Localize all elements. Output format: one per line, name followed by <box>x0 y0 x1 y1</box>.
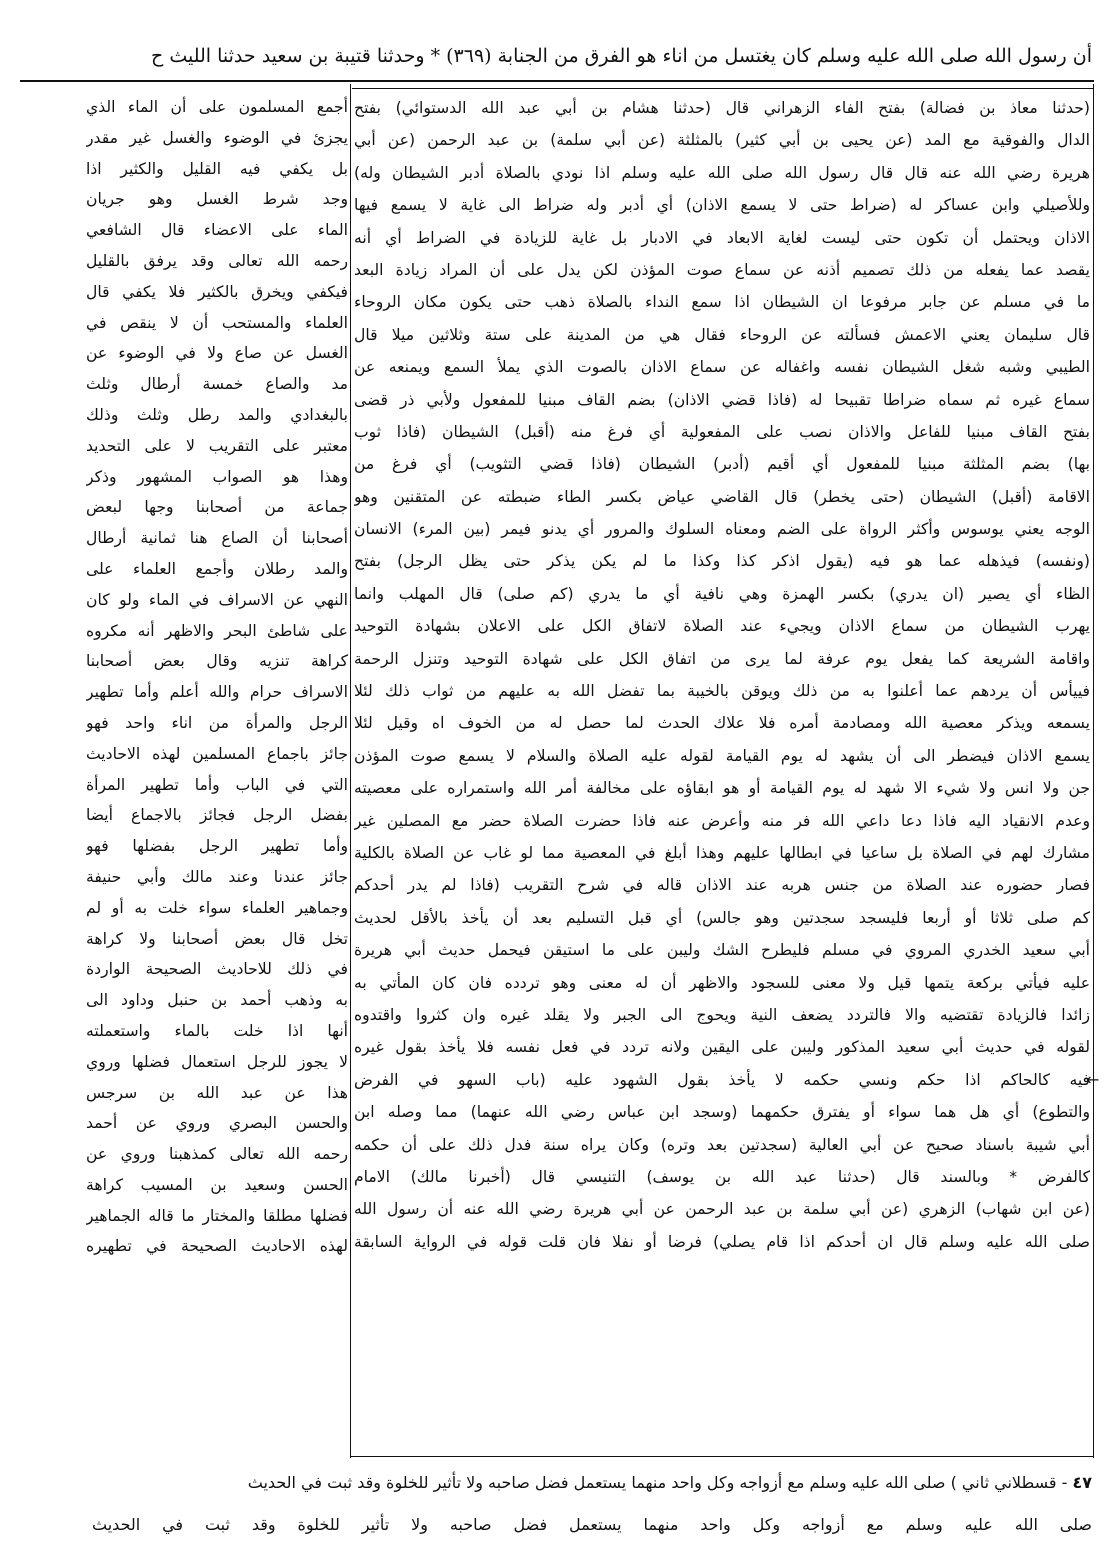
main-box-right-rule <box>1093 84 1094 1458</box>
margin-text-line: والحسن البصري وروي عن أحمد <box>86 1114 348 1133</box>
main-text-line: الاقامة (أقبل) الشيطان (حتى يخطر) قال القاضي عياض بكسر الطاء ضبطته عن المتقنين وهو <box>354 487 1090 506</box>
main-text-line: واقامة الشريعة كما يفعل يوم عرفة لما يرى من اتفاق الكل على شهادة التوحيد وتنزل الرحمة <box>354 649 1090 668</box>
main-text-line: سماع غيره ثم سماه ضراطا تقبيحا له (فاذا قضي الاذان) بضم القاف مبنيا للمفعول ولأبي ذر قضى <box>354 390 1090 409</box>
margin-text-line: لهذه الاحاديث الصحيحة في تطهيره <box>86 1237 348 1256</box>
margin-text-line: تخل قال بعض أصحابنا ولا كراهة <box>86 929 348 948</box>
margin-text-line: فيكفي ويخرق بالكثير فلا يكفي قال <box>86 282 348 301</box>
main-text-line: لقوله في حديث أبي سعيد المذكور وليبن على اليقين ولانه تردد في فعل نفسه فلا يأخذ بقول غيره <box>354 1038 1090 1057</box>
margin-text-line: على شاطئ البحر والاظهر أنه مكروه <box>86 621 348 640</box>
margin-text-line: جائز عندنا وعند مالك وأبي حنيفة <box>86 867 348 886</box>
footer-line: ٤٧ - قسطلاني ثاني ) صلى الله عليه وسلم مع أزواجه وكل واحد منهما يستعمل فضل صاحبه ولا تأثير للخلوة وقد ثبت في الحديث <box>247 1473 1092 1492</box>
main-text-line: كم صلى ثلاثا أو أربعا فليسجد سجدتين وهو جالس) أي قبل التسليم بعد أن يأخذ بالأقل لحديث <box>354 908 1090 927</box>
main-text-line: يهرب الشيطان من سماع الاذان ويجيء عند الصلاة لاتفاق الكل على الاعلان بشهادة التوحيد <box>354 617 1090 636</box>
main-text-line: وللأصيلي وابن عساكر له (ضراط حتى لا يسمع الاذان) أي أدبر وله ضراط الى غاية لا يسمع فيها <box>354 196 1090 215</box>
main-text-line: مشارك لهم في الصلاة بل ساعيا في ابطالها عليهم وهذا أبلغ في المعصية مما لو غاب عن الصلاة بالكلية <box>354 843 1090 862</box>
main-text-line: قال سليمان يعني الاعمش فسألته عن الروحاء فقال هي من المدينة على ستة وثلاثين ميلا قال <box>354 325 1090 344</box>
margin-text-line: رحمه الله تعالى كمذهبنا وروي عن <box>86 1145 348 1164</box>
main-text-line: هريرة رضي الله عنه قال قال رسول الله صلى الله عليه وسلم اذا نودي بالصلاة أدبر الشيطان وله) <box>354 163 1090 182</box>
margin-text-line: أصحابنا أن الصاع هنا ثمانية أرطال <box>86 529 348 548</box>
main-text-line: (عن ابن شهاب) الزهري (عن أبي سلمة بن عبد الرحمن عن أبي هريرة رضي الله عنه أن رسول الله <box>354 1200 1090 1219</box>
margin-text-line: لا يجوز للرجل استعمال فضلها وروي <box>86 1052 348 1071</box>
main-text-line: كالفرض * وبالسند قال (حدثنا عبد الله بن يوسف) التنيسي قال (أخبرنا مالك) الامام <box>354 1167 1090 1186</box>
margin-text-line: التي في الباب وأما تطهير المرأة <box>86 775 348 794</box>
margin-text-line: الماء على الاعضاء قال الشافعي <box>86 221 348 240</box>
margin-text-line: يجزئ في الوضوء والغسل غير مقدر <box>86 128 348 147</box>
margin-text-line: والمد رطلان وأجمع العلماء على <box>86 559 348 578</box>
margin-text-line: مد والصاع خمسة أرطال وثلث <box>86 375 348 394</box>
margin-commentary-column <box>86 92 348 1452</box>
main-text-line: (ونفسه) فيذهله عما هو فيه (يقول اذكر كذا وكذا ما لم يكن يذكر حتى يظل الرجل) بفتح <box>354 552 1090 571</box>
header-rule <box>20 80 1094 82</box>
margin-text-line: الغسل عن صاع ولا في الوضوء عن <box>86 344 348 363</box>
main-text-line: بها) بضم المثلثة مبنيا للمفعول أي أقيم (أدبر) الشيطان (فاذا قضي التثويب) أي فرغ من <box>354 455 1090 474</box>
margin-text-line: فضلها مطلقا والمختار ما قاله الجماهير <box>86 1206 348 1225</box>
main-commentary-column <box>354 92 1090 1452</box>
main-box-top-rule <box>352 88 1094 89</box>
main-text-line: بفتح القاف مبنيا للفاعل والاذان نصب على المفعولية أي فرغ منه (أقبل) الشيطان (فاذا ثوب <box>354 422 1090 441</box>
margin-text-line: بفضل الرجل فجائز بالاجماع أيضا <box>86 806 348 825</box>
margin-text-line: هذا عن عبد الله بن سرجس <box>86 1083 348 1102</box>
margin-text-line: العلماء والمستحب أن لا ينقص في <box>86 313 348 332</box>
margin-text-line: جائز باجماع المسلمين لهذه الاحاديث <box>86 744 348 763</box>
main-text-line: الظاء أي يصير (ان يدري) بكسر الهمزة وهي نافية أي ما يدري (كم صلى) قال المهلب وانما <box>354 584 1090 603</box>
margin-text-line: وجماهير العلماء سواء خلت به أو لم <box>86 898 348 917</box>
main-text-line: الطيبي وشبه شغل الشيطان نفسه واغفاله عن سماع الاذان بالصوت الذي يملأ السمع ويمنعه عن <box>354 358 1090 377</box>
margin-text-line: وهذا هو الصواب المشهور وذكر <box>86 467 348 486</box>
margin-text-line: معتبر على التقريب لا على التحديد <box>86 436 348 455</box>
margin-text-line: أنها اذا خلت بالماء واستعملته <box>86 1021 348 1040</box>
main-text-line: والتطوع) أي هل هما سواء أو يفترق حكمهما (وسجد ابن عباس رضي الله عنهما) مما وصله ابن <box>354 1103 1090 1122</box>
margin-text-line: أجمع المسلمون على أن الماء الذي <box>86 98 348 116</box>
main-box-bottom-rule <box>350 1456 1094 1457</box>
column-divider <box>350 84 351 1458</box>
main-text-line: عليه فيأتي بركعة يتمها قيل ولا معنى للسجود والاظهر أن له معنى وهو تردده فان كان المأتي به <box>354 973 1090 992</box>
margin-text-line: كراهة تنزيه وقال بعض أصحابنا <box>86 652 348 671</box>
margin-text-line: رحمه الله تعالى وقد يرفق بالقليل <box>86 251 348 270</box>
margin-text-line: بل يكفي فيه القليل والكثير اذا <box>86 159 348 178</box>
main-text-line: الدال والفوقية مع المد (عن يحيى بن أبي كثير) بالمثلثة (عن أبي سلمة) بن عبد الرحمن (عن أبي <box>354 131 1090 150</box>
main-text-line: يسمع الاذان فيضطر الى أن يشهد له يوم القيامة لقوله عليه الصلاة والسلام لا يسمع صوت المؤذن <box>354 746 1090 765</box>
volume-label: قسطلاني ثاني <box>961 1473 1057 1492</box>
running-header: أن رسول الله صلى الله عليه وسلم كان يغتسل من اناء هو الفرق من الجنابة (٣٦٩) * وحدثنا قتيبة بن سعيد حدثنا الليث ح <box>151 45 1092 67</box>
main-text-line: زائدا فالزيادة تقتضيه والا فالتردد يضعف النية ويحوج الى الجبر ولا يقلد غيره وان كثروا واقتدوه <box>354 1005 1090 1024</box>
page-number: ٤٧ <box>1072 1473 1092 1492</box>
margin-text-line: الرجل والمرأة من اناء واحد فهو <box>86 713 348 732</box>
main-text-line: فصار حضوره عند الصلاة من جنس هربه عند الاذان قاله في شرح التقريب (فاذا لم يدر أحدكم <box>354 876 1090 895</box>
margin-text-line: جماعة من أصحابنا وجها لبعض <box>86 498 348 517</box>
main-text-line: صلى الله عليه وسلم قال ان أحدكم اذا قام يصلي) فرضا أو نفلا فان قلت قوله في الرواية السابقة <box>354 1232 1090 1251</box>
main-text-line: أبي شيبة باسناد صحيح عن أبي العالية (سجدتين بعد وتره) وكان يراه سنة فدل ذلك على أن حكمه <box>354 1135 1090 1154</box>
main-text-line: فييأس أن يردهم عما أعلنوا به من ذلك ويوقن بالخيبة بما تفضل الله به عليهم من ثواب ذلك لئلا <box>354 682 1090 701</box>
main-text-line: جن ولا انس ولا شيء الا شهد له يوم القيامة أو هو ابقاؤه على مخالفة أمر الله واستمراره على معصيته <box>354 779 1090 798</box>
margin-text-line: به وذهب أحمد بن حنبل وداود الى <box>86 991 348 1010</box>
margin-text-line: وأما تطهير الرجل بفضلها فهو <box>86 837 348 856</box>
margin-text-line: الاسراف حرام والله أعلم وأما تطهير <box>86 683 348 702</box>
margin-text-line: في ذلك للاحاديث الصحيحة الواردة <box>86 960 348 979</box>
main-text-line: ما في مسلم عن جابر مرفوعا ان الشيطان اذا سمع النداء بالصلاة ذهب حتى يكون مكان الروحاء <box>354 293 1090 312</box>
main-text-line: الوجه يعني يوسوس وأكثر الرواة على الضم ومعناه السلوك والمرور أي يدنو فيمر (بين المرء) الانسان <box>354 520 1090 539</box>
main-text-line: يقصد عما يفعله من ذلك تصميم أذنه عن سماع صوت المؤذن لكن يدل على أن المراد زيادة البعد <box>354 260 1090 279</box>
footnote-continuation: صلى الله عليه وسلم مع أزواجه وكل واحد منهما يستعمل فضل صاحبه ولا تأثير للخلوة وقد ثبت في الحديث <box>92 1515 1092 1534</box>
main-text-line: (حدثنا معاذ بن فضالة) بفتح الفاء الزهراني قال (حدثنا هشام بن أبي عبد الله الدستوائي) بفتح <box>354 99 1090 117</box>
main-text-line: الاذان ويحتمل أن تكون حتى ليست لغاية الابعاد في الادبار بل غاية للزيادة في الضراط أي أنه <box>354 228 1090 247</box>
main-text-line: أبي سعيد الخدري المروي في مسلم فليطرح الشك وليبن على ما استيقن فيحمل حديث أبي هريرة <box>354 941 1090 960</box>
margin-text-line: بالبغدادي والمد رطل وثلث وذلك <box>86 405 348 424</box>
margin-text-line: النهي عن الاسراف في الماء ولو كان <box>86 590 348 609</box>
main-text-line: وعدم الانقياد اليه فاذا دعا داعي الله فر منه وأعرض عنه فاذا حضرت الصلاة حضر مع المصلين غير <box>354 811 1090 830</box>
margin-text-line: وجد شرط الغسل وهو جريان <box>86 190 348 209</box>
main-text-line: يسمعه ويذكر معصية الله ومصادمة أمره فلا علاك الحدث لما حصل له من الخوف اه وقيل لئلا <box>354 714 1090 733</box>
main-text-line: فيه كالحاكم اذا حكم ونسي حكمه لا يأخذ بقول الشهود عليه (باب السهو في الفرض <box>354 1070 1090 1089</box>
margin-arrow-icon: ← <box>1086 1070 1100 1089</box>
footnote-text: صلى الله عليه وسلم مع أزواجه وكل واحد منهما يستعمل فضل صاحبه ولا تأثير للخلوة وقد ثبت في الحديث <box>247 1473 946 1492</box>
margin-text-line: الحسن وسعيد بن المسيب كراهة <box>86 1175 348 1194</box>
